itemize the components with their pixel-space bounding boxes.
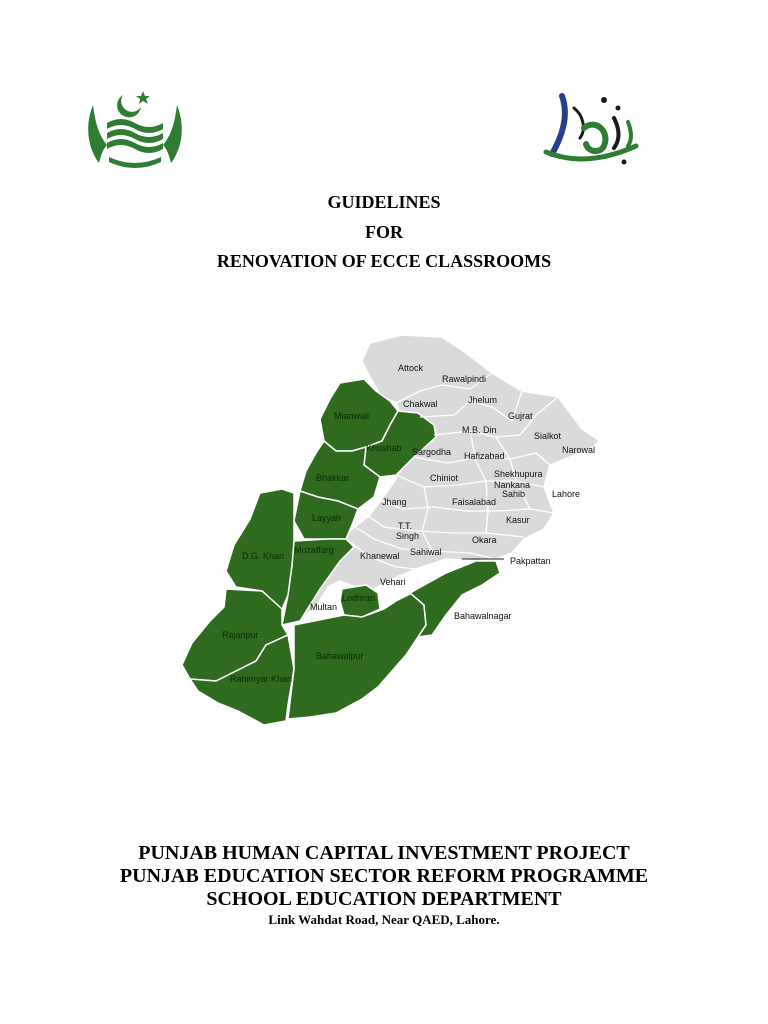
label-attock: Attock [398,363,424,373]
label-sahiwal: Sahiwal [410,547,442,557]
label-pakpattan: Pakpattan [510,556,551,566]
punjab-district-map [170,325,610,725]
label-vehari: Vehari [380,577,406,587]
label-singh: Singh [396,531,420,541]
ecce-calligraphy-logo-icon [540,88,650,168]
label-chakwal: Chakwal [403,399,438,409]
label-layyah: Layyah [312,513,342,523]
label-sahib: Sahib [502,489,526,499]
label-bhakkar: Bhakkar [316,473,350,483]
label-khanewal: Khanewal [360,551,400,561]
label-narowal: Narowal [562,445,596,455]
label-dg-khan: D.G. Khan [242,551,285,561]
label-nankana: Nankana [494,480,531,490]
document-title-line-3: RENOVATION OF ECCE CLASSROOMS [216,251,552,271]
footer-address: Link Wahdat Road, Near QAED, Lahore. [268,912,500,927]
label-jhang: Jhang [382,497,407,507]
label-sheikhupura: Shekhupura [494,469,543,479]
label-bahawalpur: Bahawalpur [316,651,364,661]
document-title-line-1: GUIDELINES [327,192,441,212]
label-muzaffargarh: Muzaffarg [294,545,334,555]
label-kasur: Kasur [506,515,530,525]
label-rawalpindi: Rawalpindi [442,374,487,384]
label-okara: Okara [472,535,497,545]
label-rahimyar-khan: Rahimyar Khan [230,674,293,684]
label-mb-din: M.B. Din [462,425,497,435]
label-hafizabad: Hafizabad [464,451,505,461]
label-sialkot: Sialkot [534,431,562,441]
label-sargodha: Sargodha [412,447,452,457]
label-mianwali: Mianwali [334,411,370,421]
label-multan: Multan [310,602,338,612]
label-chiniot: Chiniot [430,473,459,483]
label-gujrat: Gujrat [508,411,533,421]
label-tt: T.T. [398,521,413,531]
label-rajanpur: Rajanpur [222,630,259,640]
label-faisalabad: Faisalabad [452,497,497,507]
footer-programme-name: PUNJAB EDUCATION SECTOR REFORM PROGRAMME [119,865,649,887]
document-title-line-2: FOR [365,222,403,242]
punjab-government-emblem-icon [85,85,185,175]
label-bahawalnagar: Bahawalnagar [454,611,512,621]
footer-department-name: SCHOOL EDUCATION DEPARTMENT [206,888,562,910]
label-lodhran: Lodhran [342,593,376,603]
footer-project-name: PUNJAB HUMAN CAPITAL INVESTMENT PROJECT [138,842,630,864]
label-khushab: Khushab [366,443,402,453]
label-lahore: Lahore [552,489,581,499]
label-jhelum: Jhelum [468,395,498,405]
